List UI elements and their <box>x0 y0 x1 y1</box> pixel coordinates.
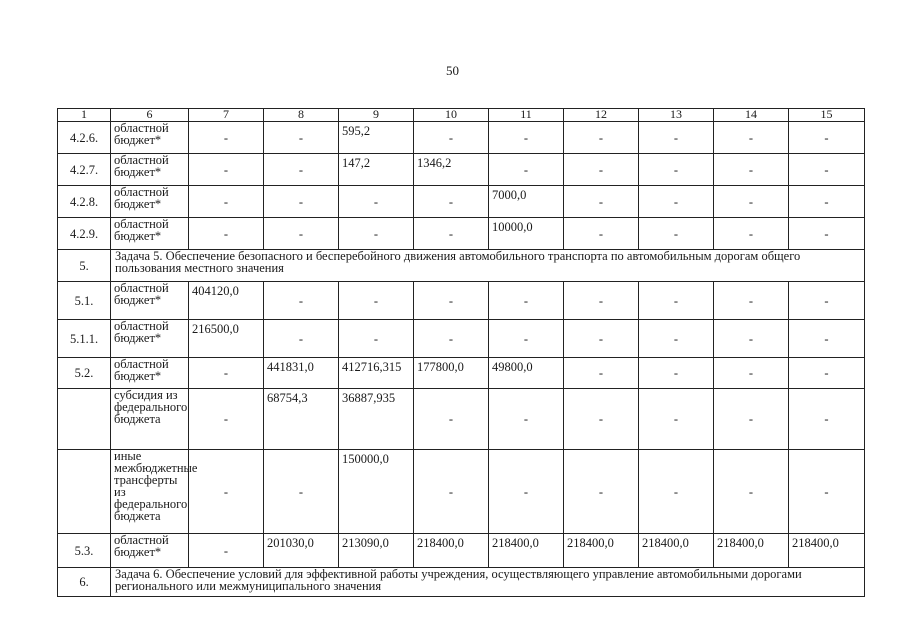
amount-cell: 10000,0 <box>489 218 564 250</box>
amount-cell: - <box>789 122 865 154</box>
table-row <box>58 450 865 534</box>
task-row <box>58 568 865 597</box>
amount-cell: - <box>714 218 789 250</box>
task-description: Задача 6. Обеспечение условий для эффективной работы учреждения, осуществляющего управление автомобильными дорогами регионального или межмуниципального значения <box>111 568 865 597</box>
task-row <box>58 250 865 282</box>
column-number-cell: 10 <box>414 109 489 122</box>
amount-cell: - <box>189 122 264 154</box>
amount-cell: - <box>414 450 489 534</box>
amount-cell: 216500,0 <box>189 320 264 358</box>
amount-cell: 213090,0 <box>339 534 414 568</box>
amount-cell: 1346,2 <box>414 154 489 186</box>
amount-cell: - <box>564 389 639 450</box>
table-row <box>58 122 865 154</box>
amount-cell: 218400,0 <box>489 534 564 568</box>
column-number-cell: 11 <box>489 109 564 122</box>
amount-cell: - <box>414 218 489 250</box>
table-row <box>58 218 865 250</box>
amount-cell: - <box>264 450 339 534</box>
row-number <box>58 450 111 534</box>
amount-cell: - <box>264 218 339 250</box>
amount-cell: - <box>789 320 865 358</box>
table-body <box>58 122 865 597</box>
funding-source: областной бюджет* <box>111 282 189 320</box>
amount-cell: - <box>789 358 865 389</box>
row-number: 5.2. <box>58 358 111 389</box>
amount-cell: - <box>789 389 865 450</box>
amount-cell: - <box>189 450 264 534</box>
amount-cell: - <box>564 320 639 358</box>
amount-cell: - <box>339 282 414 320</box>
amount-cell: - <box>189 154 264 186</box>
amount-cell: - <box>564 186 639 218</box>
row-number: 5.1. <box>58 282 111 320</box>
row-number <box>58 389 111 450</box>
column-number-cell: 6 <box>111 109 189 122</box>
funding-source: областной бюджет* <box>111 154 189 186</box>
row-number: 5. <box>58 250 111 282</box>
amount-cell: - <box>189 534 264 568</box>
amount-cell: - <box>339 218 414 250</box>
amount-cell: - <box>264 186 339 218</box>
column-number-cell: 7 <box>189 109 264 122</box>
funding-source: субсидия из федерального бюджета <box>111 389 189 450</box>
column-number-cell: 14 <box>714 109 789 122</box>
amount-cell: - <box>564 450 639 534</box>
amount-cell: 441831,0 <box>264 358 339 389</box>
row-number: 4.2.6. <box>58 122 111 154</box>
amount-cell: - <box>714 450 789 534</box>
amount-cell: - <box>789 450 865 534</box>
amount-cell: - <box>339 320 414 358</box>
amount-cell: - <box>789 218 865 250</box>
amount-cell: - <box>639 154 714 186</box>
amount-cell: - <box>564 122 639 154</box>
amount-cell: - <box>489 122 564 154</box>
amount-cell: - <box>414 320 489 358</box>
column-number-cell: 15 <box>789 109 865 122</box>
amount-cell: - <box>639 320 714 358</box>
amount-cell: 404120,0 <box>189 282 264 320</box>
amount-cell: - <box>414 282 489 320</box>
funding-source: областной бюджет* <box>111 186 189 218</box>
amount-cell: 177800,0 <box>414 358 489 389</box>
column-number-row <box>58 109 865 122</box>
amount-cell: - <box>714 320 789 358</box>
funding-source: областной бюджет* <box>111 320 189 358</box>
amount-cell: 150000,0 <box>339 450 414 534</box>
amount-cell: 7000,0 <box>489 186 564 218</box>
amount-cell: 218400,0 <box>789 534 865 568</box>
amount-cell: - <box>189 358 264 389</box>
amount-cell: - <box>714 186 789 218</box>
amount-cell: - <box>714 122 789 154</box>
amount-cell: - <box>564 358 639 389</box>
column-number-cell: 12 <box>564 109 639 122</box>
amount-cell: 595,2 <box>339 122 414 154</box>
amount-cell: - <box>714 282 789 320</box>
amount-cell: - <box>189 389 264 450</box>
amount-cell: - <box>339 186 414 218</box>
column-number-cell: 1 <box>58 109 111 122</box>
amount-cell: - <box>714 358 789 389</box>
funding-source: областной бюджет* <box>111 122 189 154</box>
row-number: 4.2.7. <box>58 154 111 186</box>
column-number-cell: 13 <box>639 109 714 122</box>
column-number-cell: 9 <box>339 109 414 122</box>
amount-cell: - <box>264 154 339 186</box>
amount-cell: 218400,0 <box>564 534 639 568</box>
amount-cell: 218400,0 <box>714 534 789 568</box>
row-number: 4.2.8. <box>58 186 111 218</box>
amount-cell: - <box>564 282 639 320</box>
amount-cell: 218400,0 <box>639 534 714 568</box>
amount-cell: 412716,315 <box>339 358 414 389</box>
amount-cell: - <box>564 154 639 186</box>
amount-cell: - <box>414 122 489 154</box>
amount-cell: - <box>189 218 264 250</box>
amount-cell: - <box>639 358 714 389</box>
column-number-cell: 8 <box>264 109 339 122</box>
amount-cell: - <box>639 186 714 218</box>
amount-cell: - <box>264 282 339 320</box>
funding-source: иные межбюджетные трансферты из федерального бюджета <box>111 450 189 534</box>
table-row <box>58 358 865 389</box>
table-row <box>58 389 865 450</box>
row-number: 5.1.1. <box>58 320 111 358</box>
row-number: 4.2.9. <box>58 218 111 250</box>
table-row <box>58 534 865 568</box>
amount-cell: - <box>489 320 564 358</box>
amount-cell: - <box>264 320 339 358</box>
amount-cell: - <box>639 450 714 534</box>
amount-cell: - <box>789 282 865 320</box>
amount-cell: 218400,0 <box>414 534 489 568</box>
row-number: 6. <box>58 568 111 597</box>
amount-cell: - <box>489 154 564 186</box>
amount-cell: - <box>639 122 714 154</box>
amount-cell: 36887,935 <box>339 389 414 450</box>
funding-source: областной бюджет* <box>111 358 189 389</box>
amount-cell: - <box>489 282 564 320</box>
amount-cell: - <box>489 389 564 450</box>
amount-cell: - <box>414 389 489 450</box>
row-number: 5.3. <box>58 534 111 568</box>
amount-cell: - <box>489 450 564 534</box>
amount-cell: - <box>189 186 264 218</box>
amount-cell: - <box>639 282 714 320</box>
amount-cell: - <box>789 154 865 186</box>
amount-cell: 68754,3 <box>264 389 339 450</box>
table-row <box>58 154 865 186</box>
amount-cell: - <box>789 186 865 218</box>
page-number: 50 <box>446 63 459 78</box>
amount-cell: - <box>639 218 714 250</box>
table-row <box>58 320 865 358</box>
funding-source: областной бюджет* <box>111 218 189 250</box>
amount-cell: - <box>564 218 639 250</box>
amount-cell: - <box>639 389 714 450</box>
table-row <box>58 282 865 320</box>
amount-cell: 201030,0 <box>264 534 339 568</box>
amount-cell: 147,2 <box>339 154 414 186</box>
table-row <box>58 186 865 218</box>
funding-source: областной бюджет* <box>111 534 189 568</box>
amount-cell: 49800,0 <box>489 358 564 389</box>
amount-cell: - <box>264 122 339 154</box>
task-description: Задача 5. Обеспечение безопасного и бесперебойного движения автомобильного транспорта по автомобильным дорогам общего пользования местного значения <box>111 250 865 282</box>
budget-table <box>57 108 865 597</box>
amount-cell: - <box>714 154 789 186</box>
amount-cell: - <box>414 186 489 218</box>
amount-cell: - <box>714 389 789 450</box>
